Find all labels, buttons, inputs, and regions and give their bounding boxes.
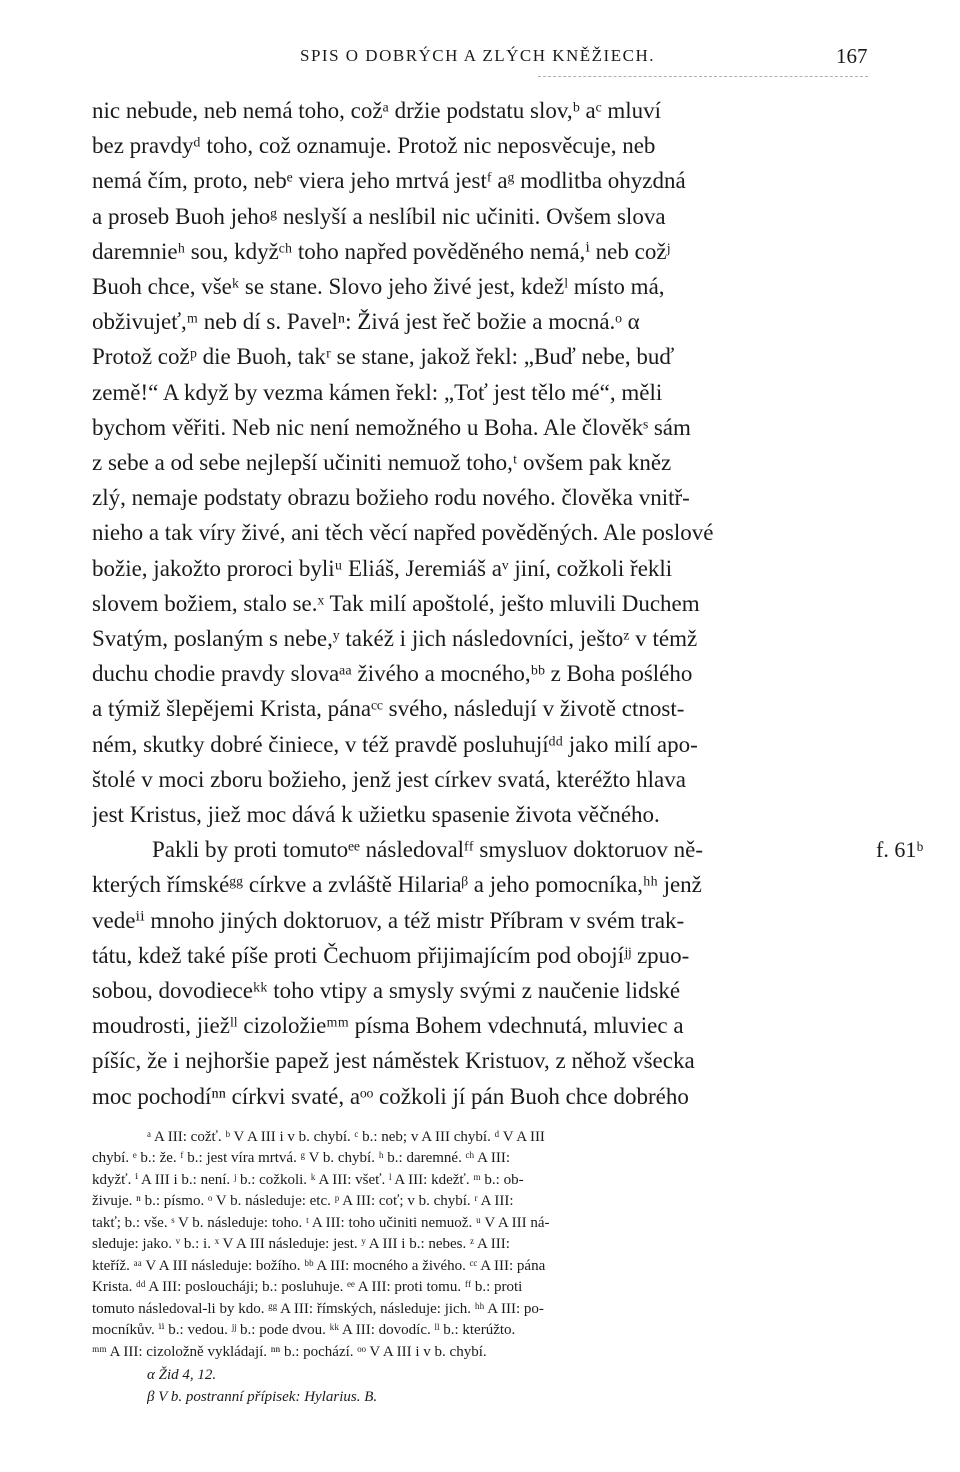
body-line: božie, jakožto proroci byliᵘ Eliáš, Jeremiáš aᵛ jiní, cožkoli řekli [92, 555, 673, 581]
body-line: ném, skutky dobré činiece, v též pravdě posluhujíᵈᵈ jako milí apo- [92, 731, 698, 757]
source-note: α Žid 4, 12. [147, 1367, 217, 1384]
body-line: sobou, dovodieceᵏᵏ toho vtipy a smysly svými z naučenie lidské [92, 978, 681, 1003]
body-line: nemá čím, proto, nebᵉ viera jeho mrtvá jestᶠ aᵍ modlitba ohyzdná [92, 168, 686, 194]
page-number: 167 [836, 44, 868, 68]
body-line: bez pravdyᵈ toho, což oznamuje. Protož nic neposvěcuje, neb [92, 133, 656, 159]
source-note: β V b. postranní přípisek: Hylarius. B. [147, 1388, 378, 1405]
body-line: země!“ A když by vezma kámen řekl: „Toť jest tělo mé“, měli [92, 379, 663, 405]
footnote-line: sleduje: jako. ᵛ b.: i. ˣ V A III následuje: jest. ʸ A III i b.: nebes. ᶻ A III: [92, 1236, 510, 1253]
body-line: moudrosti, jiežˡˡ cizoložieᵐᵐ písma Bohem vdechnutá, mluviec a [92, 1013, 684, 1039]
footnote-line: ᵃ A III: cožť. ᵇ V A III i v b. chybí. ᶜ b.: neb; v A III chybí. ᵈ V A III [147, 1128, 545, 1145]
footnote-line: ᵐᵐ A III: cizoložně vykládají. ⁿⁿ b.: pochází. ᵒᵒ V A III i v b. chybí. [92, 1343, 487, 1360]
footnote-line: takť; b.: vše. ˢ V b. následuje: toho. ᵗ A III: toho učiniti nemuož. ᵘ V A III ná- [92, 1214, 550, 1231]
body-line: štolé v moci zboru božieho, jenž jest církev svatá, kteréžto hlava [92, 766, 686, 792]
body-line: moc pochodíⁿⁿ církvi svaté, aᵒᵒ cožkoli jí pán Buoh chce dobrého [92, 1083, 689, 1109]
body-line: vedeⁱⁱ mnoho jiných doktoruov, a též mistr Příbram v svém trak- [92, 907, 685, 933]
body-line: a týmiž šlepějemi Krista, pánaᶜᶜ svého, následují v životě ctnost- [92, 696, 685, 722]
header-divider [538, 76, 868, 77]
body-line: z sebe a od sebe nejlepší učiniti nemuož toho,ᵗ ovšem pak kněz [92, 450, 672, 475]
body-line: zlý, nemaje podstaty obrazu božieho rodu nového. člověka vnitř- [92, 485, 690, 511]
body-line: Buoh chce, všeᵏ se stane. Slovo jeho živé jest, kdežˡ místo má, [92, 274, 665, 299]
body-line: bychom věřiti. Neb nic není nemožného u Boha. Ale člověkˢ sám [92, 414, 691, 440]
running-header-title: SPIS O DOBRÝCH A ZLÝCH KNĚŽIECH. [300, 46, 655, 65]
footnote-line: tomuto následoval-li by kdo. ᵍᵍ A III: římských, následuje: jich. ʰʰ A III: po- [92, 1300, 544, 1317]
body-line: a proseb Buoh jehoᵍ neslyší a neslíbil nic učiniti. Ovšem slova [92, 203, 666, 229]
body-line: nic nebude, neb nemá toho, cožᵃ držie podstatu slov,ᵇ aᶜ mluví [92, 98, 662, 123]
body-line: píšíc, že i nejhoršie papež jest náměstek Kristuov, z něhož všecka [92, 1048, 695, 1074]
body-line: tátu, kdež také píše proti Čechuom přijimajícím pod obojíʲʲ zpuo- [92, 942, 690, 968]
body-line: daremnieʰ sou, kdyžᶜʰ toho napřed pověděného nemá,ⁱ neb cožʲ [92, 238, 671, 264]
footnote-line: kteříž. ᵃᵃ V A III následuje: božího. ᵇᵇ A III: mocného a živého. ᶜᶜ A III: pána [92, 1257, 546, 1274]
body-line: obživujeť,ᵐ neb dí s. Pavelⁿ: Živá jest řeč božie a mocná.ᵒ α [92, 309, 640, 335]
body-line: Pakli by proti tomutoᵉᵉ následovalᶠᶠ smysluov doktoruov ně- [152, 837, 703, 863]
body-line: Svatým, poslaným s nebe,ʸ takéž i jich následovníci, ještoᶻ v témž [92, 626, 698, 651]
folio-margin-note: f. 61ᵇ [876, 837, 924, 863]
body-line: nieho a tak víry živé, ani těch věcí napřed pověděných. Ale poslové [92, 520, 714, 546]
body-line: Protož cožᵖ die Buoh, takʳ se stane, jakož řekl: „Buď nebe, buď [92, 344, 675, 370]
body-line: kterých římskéᵍᵍ církve a zvláště Hilariaᵝ a jeho pomocníka,ʰʰ jenž [92, 872, 702, 898]
footnote-line: kdyžť. ⁱ A III i b.: není. ʲ b.: cožkoli. ᵏ A III: všeť. ˡ A III: kdežť. ᵐ b.: ob- [92, 1171, 524, 1188]
footnote-line: Krista. ᵈᵈ A III: posloucháji; b.: posluhuje. ᵉᵉ A III: proti tomu. ᶠᶠ b.: proti [92, 1279, 523, 1296]
footnote-line: mocníkův. ⁱⁱ b.: vedou. ʲʲ b.: pode dvou. ᵏᵏ A III: dovodíc. ˡˡ b.: kterúžto. [92, 1322, 516, 1339]
body-line: jest Kristus, jiež moc dává k užietku spasenie života věčného. [92, 802, 660, 827]
footnote-line: chybí. ᵉ b.: že. ᶠ b.: jest víra mrtvá. ᵍ V b. chybí. ʰ b.: daremné. ᶜʰ A III: [92, 1150, 511, 1167]
body-line: slovem božiem, stalo se.ˣ Tak milí apoštolé, ješto mluvili Duchem [92, 590, 700, 616]
body-line: duchu chodie pravdy slovaᵃᵃ živého a mocného,ᵇᵇ z Boha poślého [92, 661, 693, 687]
footnote-line: živuje. ⁿ b.: písmo. ᵒ V b. následuje: etc. ᵖ A III: coť; v b. chybí. ʳ A III: [92, 1193, 514, 1210]
